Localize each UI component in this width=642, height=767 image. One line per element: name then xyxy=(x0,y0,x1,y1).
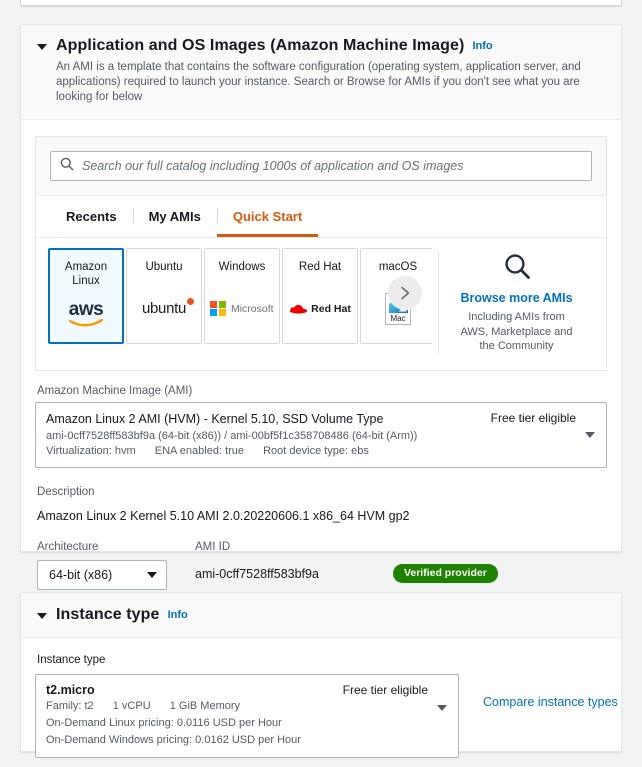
instance-type-memory: 1 GiB Memory xyxy=(169,700,241,712)
instance-type-select[interactable] xyxy=(35,674,459,758)
chevron-right-icon[interactable] xyxy=(388,276,422,310)
collapse-caret-icon[interactable] xyxy=(37,44,47,50)
ami-tabs-zone xyxy=(36,196,606,238)
search-icon xyxy=(60,157,82,176)
chevron-down-icon[interactable] xyxy=(147,572,157,578)
instance-type-field-label: Instance type xyxy=(37,654,106,666)
ami-card-header xyxy=(21,25,621,120)
ami-select-ids: ami-0cff7528ff583bf9a (64-bit (x86)) / ami-00bf5f1c358708486 (64-bit (Arm)) xyxy=(46,429,418,442)
ami-tile-label: Windows xyxy=(218,261,266,273)
ami-chooser-box xyxy=(35,136,607,371)
ami-card-body xyxy=(21,120,621,606)
previous-card-stub xyxy=(20,0,622,6)
instance-type-vcpu: 1 vCPU xyxy=(112,700,151,712)
ami-tile-label: macOS xyxy=(378,261,418,273)
ami-tiles-carousel xyxy=(48,248,432,358)
instance-type-card-header xyxy=(21,593,621,638)
ami-free-tier-label: Free tier eligible xyxy=(490,410,576,425)
description-label: Description xyxy=(37,485,95,498)
ami-tile-label: Red Hat xyxy=(298,261,342,273)
collapse-caret-icon[interactable] xyxy=(37,613,47,619)
instance-type-linux-pricing: On-Demand Linux pricing: 0.0116 USD per Hour xyxy=(46,717,282,729)
ami-ena-enabled: ENA enabled: true xyxy=(154,444,245,457)
architecture-column xyxy=(37,541,195,590)
ami-tile-ubuntu[interactable] xyxy=(126,248,202,344)
redhat-logo-icon: Red Hat xyxy=(283,274,357,343)
ami-tile-label: Amazon Linux xyxy=(64,261,108,287)
application-and-os-images-card xyxy=(20,24,622,582)
ami-id-column xyxy=(195,541,607,590)
ami-section-title: Application and OS Images (Amazon Machine Image) xyxy=(56,37,465,54)
tab-my-amis[interactable]: My AMIs xyxy=(133,196,217,237)
ami-tabs xyxy=(50,196,592,237)
aws-logo-icon: aws xyxy=(50,288,122,342)
ami-info-link[interactable]: Info xyxy=(472,40,493,52)
tab-quick-start[interactable]: Quick Start xyxy=(217,196,318,237)
tab-recents[interactable]: Recents xyxy=(66,209,117,224)
mac-logo-icon: Mac xyxy=(361,274,432,343)
ami-id-label: AMI ID xyxy=(195,540,231,553)
chevron-down-icon[interactable] xyxy=(585,432,595,438)
ami-tiles-list xyxy=(48,248,432,344)
microsoft-logo-icon: Microsoft xyxy=(205,274,279,343)
ami-tile-label: Ubuntu xyxy=(145,261,183,273)
ami-tile-windows[interactable] xyxy=(204,248,280,344)
ami-select-attributes xyxy=(46,444,576,459)
ami-section-description: An AMI is a template that contains the software configuration (operating system, application server, and applications) required to launch your instance. Search or Browse for AMIs if you don't see what you are looking for below xyxy=(56,61,581,103)
instance-type-info-link[interactable]: Info xyxy=(167,609,188,621)
magnifier-icon xyxy=(503,252,531,285)
ubuntu-logo-icon: ubuntu xyxy=(127,274,201,343)
architecture-label: Architecture xyxy=(37,540,99,553)
instance-type-section-title: Instance type xyxy=(56,606,160,623)
ami-search-zone xyxy=(36,137,606,196)
instance-type-free-tier-label: Free tier eligible xyxy=(342,683,428,697)
browse-more-amis-subtext: Including AMIs from AWS, Marketplace and the Community xyxy=(460,311,573,352)
ami-tile-amazon-linux[interactable] xyxy=(48,248,124,344)
instance-type-card-body xyxy=(21,638,621,767)
ami-root-device-type: Root device type: ebs xyxy=(263,444,369,457)
instance-type-windows-pricing: On-Demand Windows pricing: 0.0162 USD per Hour xyxy=(46,734,301,746)
instance-type-card xyxy=(20,592,622,752)
verified-provider-badge: Verified provider xyxy=(393,564,498,583)
ami-select-label: Amazon Machine Image (AMI) xyxy=(37,384,193,397)
ami-tiles-zone xyxy=(36,238,606,370)
ami-tile-red-hat[interactable] xyxy=(282,248,358,344)
browse-more-amis-panel xyxy=(439,248,594,358)
ami-select-dropdown[interactable] xyxy=(35,402,607,468)
ami-virtualization: Virtualization: hvm xyxy=(46,444,136,457)
description-value: Amazon Linux 2 Kernel 5.10 AMI 2.0.20220606.1 x86_64 HVM gp2 xyxy=(37,508,410,523)
ami-id-value: ami-0cff7528ff583bf9a xyxy=(195,566,319,581)
architecture-value: 64-bit (x86) xyxy=(49,567,113,582)
architecture-amiid-row xyxy=(35,541,607,590)
ami-select-title: Amazon Linux 2 AMI (HVM) - Kernel 5.10, SSD Volume Type xyxy=(46,411,384,426)
architecture-select[interactable] xyxy=(37,560,167,590)
compare-instance-types-link[interactable]: Compare instance types xyxy=(483,695,618,709)
ami-search-input[interactable] xyxy=(82,152,582,180)
instance-type-name: t2.micro xyxy=(46,683,95,697)
browse-more-amis-link[interactable]: Browse more AMIs xyxy=(460,291,573,305)
ami-search-field[interactable] xyxy=(50,151,592,181)
instance-type-family: Family: t2 xyxy=(46,700,94,712)
instance-type-specs xyxy=(46,699,428,714)
chevron-down-icon[interactable] xyxy=(437,705,447,711)
